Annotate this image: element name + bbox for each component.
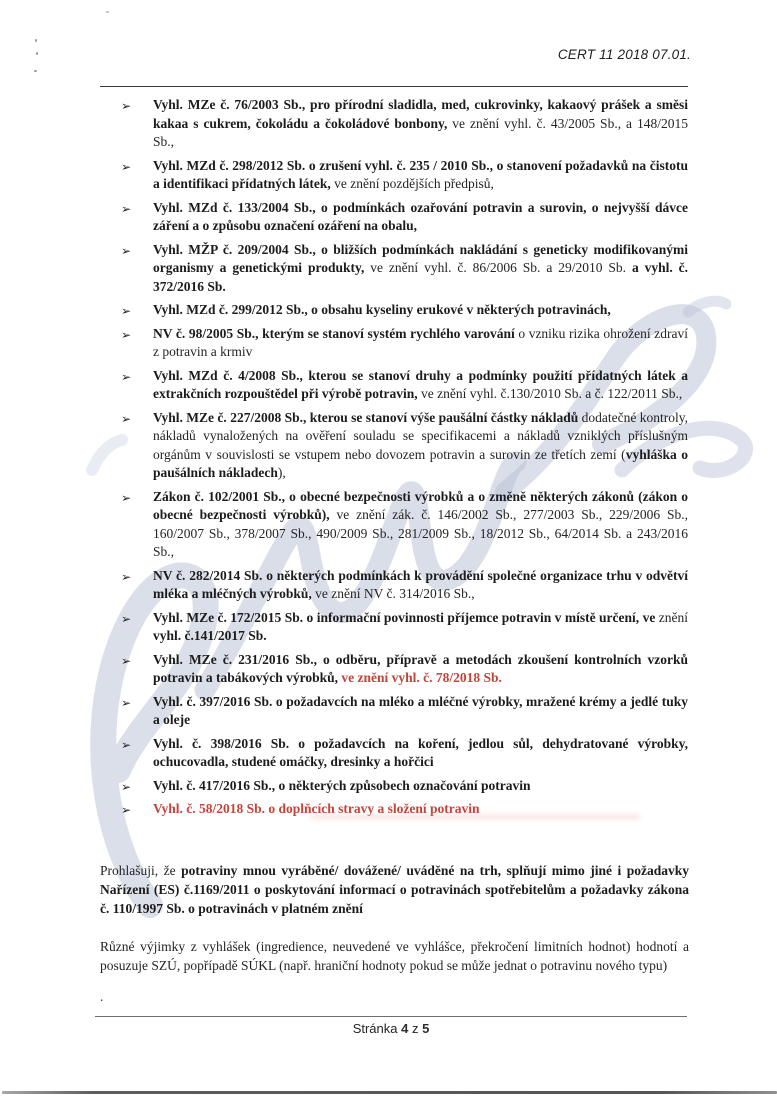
list-item — [120, 409, 688, 483]
list-item — [120, 325, 688, 362]
text-segment: ve znění vyhl. č. 78/2018 Sb. — [338, 670, 502, 685]
list-item — [120, 96, 688, 152]
text-segment: Vyhl. MZd č. 4/2008 Sb., kterou se stanoví druhy a podmínky použití přídatných látek a extrakčních rozpouštědel při výrobě potravin, — [153, 367, 688, 401]
text-segment: vyhláška o paušálních nákladech — [153, 446, 688, 480]
list-item-text — [153, 652, 688, 686]
text-segment: vyhl. č.141/2017 Sb. — [153, 628, 267, 643]
arrow-bullet-icon: ➢ — [121, 411, 132, 426]
text-segment: Prohlašuji, že — [100, 863, 182, 878]
list-item-text — [153, 778, 531, 793]
text-segment: ), — [277, 465, 286, 480]
arrow-bullet-icon: ➢ — [121, 201, 132, 216]
stray-period: . — [100, 989, 104, 1004]
text-segment: dodatečné kontroly, nákladů vynaložených na ověření souladu se specifikacemi a nákladů vzniklých příslušným orgánům v souvislosti se vstupem nebo dovozem potravin a surovin ze třetích zemí ( — [153, 409, 688, 462]
text-segment: Vyhl. MZe č. 172/2015 Sb. o informační povinnosti příjemce potravin v místě určení, ve — [153, 609, 656, 625]
text-segment: Vyhl. MZd č. 299/2012 Sb., o obsahu kyseliny erukové v některých potravinách, — [153, 302, 611, 317]
arrow-bullet-icon: ➢ — [121, 737, 132, 752]
text-segment: Různé výjimky z vyhlášek (ingredience, neuvedené ve vyhlášce, překročení limitních hodnot) hodnotí a posuzuje SZÚ, popřípadě SÚKL (např. hraniční hodnoty pokud se může jednat o potravinu nového typu) — [100, 939, 689, 973]
text-segment: Vyhl. MŽP č. 209/2004 Sb., o bližších podmínkách nakládání s geneticky modifikovanými organismy a genetickými produkty, — [153, 241, 688, 275]
text-segment: Vyhl. MZd č. 298/2012 Sb. o zrušení vyhl. č. 235 / 2010 Sb., o stanovení požadavků na čistotu a identifikaci přídatných látek, — [153, 157, 688, 191]
list-item — [120, 157, 688, 194]
list-item — [120, 367, 688, 404]
text-segment: ve znění vyhl. č.130/2010 Sb. a č. 122/2011 Sb., — [417, 386, 683, 401]
text-segment: 5 — [422, 1021, 430, 1036]
list-item-text — [153, 326, 688, 360]
list-item-text — [153, 368, 688, 402]
list-item-text — [153, 302, 611, 317]
list-item — [120, 199, 688, 236]
list-item-text — [153, 200, 688, 234]
list-item — [120, 609, 688, 646]
text-segment: potraviny mnou vyráběné/ dovážené/ uváděné na trh, splňují mimo jiné i požadavky Nařízení (ES) č.1169/2011 o poskytování informací o potravinách spotřebitelům a požadavky zákona č. 110/1997 Sb. o potravinách v platném znění — [100, 863, 689, 916]
list-item-text — [153, 568, 688, 602]
regulation-list — [120, 96, 688, 824]
text-segment: Zákon č. 102/2001 Sb., o obecné bezpečnosti výrobků a o změně některých zákonů (zákon o obecné bezpečnosti výrobků), — [153, 488, 688, 522]
text-segment: Vyhl. č. 397/2016 Sb. o požadavcích na mléko a mléčné výrobky, mražené krémy a jedlé tuky a oleje — [153, 693, 688, 727]
arrow-bullet-icon: ➢ — [121, 779, 132, 794]
scan-edge-bottom — [2, 1091, 777, 1094]
text-segment: 4 — [401, 1021, 409, 1036]
list-item-text — [153, 97, 688, 149]
text-segment: Vyhl. MZe č. 231/2016 Sb., o odběru, přípravě a metodách zkoušení kontrolních vzorků potravin a tabákových výrobků, — [153, 651, 688, 685]
text-segment: ve znění vyhl. č. 43/2005 Sb., a 148/2015 Sb., — [153, 115, 688, 149]
text-segment: ve znění zák. č. 146/2002 Sb., 277/2003 Sb., 229/2006 Sb., 160/2007 Sb., 378/2007 Sb., 490/2009 Sb., 281/2009 Sb., 18/2012 Sb., 64/2014 Sb. a 243/2016 Sb., — [153, 507, 688, 559]
arrow-bullet-icon: ➢ — [121, 611, 132, 626]
arrow-bullet-icon: ➢ — [121, 803, 132, 817]
text-segment: Vyhl. č. 417/2016 Sb., o některých způsobech označování potravin — [153, 777, 531, 793]
list-item-text — [153, 610, 688, 644]
ink-bleed-smear — [310, 814, 640, 820]
list-item — [120, 567, 688, 604]
arrow-bullet-icon: ➢ — [121, 569, 132, 584]
text-segment: a vyhl. č. 372/2016 Sb. — [153, 260, 689, 294]
list-item — [120, 651, 688, 688]
header-rule — [100, 86, 688, 87]
text-segment: Stránka — [352, 1021, 402, 1036]
text-segment: NV č. 282/2014 Sb. o některých podmínkách k provádění společné organizace trhu v odvětví mléka a mléčných výrobků, — [153, 567, 688, 601]
document-header-code: CERT 11 2018 07.01. — [557, 47, 691, 62]
list-item-text — [153, 410, 688, 481]
text-segment: Vyhl. č. 398/2016 Sb. o požadavcích na koření, jedlou sůl, dehydratované výrobky, ochucovadla, studené omáčky, dresinky a hořčici — [153, 735, 688, 769]
text-segment: NV č. 98/2005 Sb., kterým se stanoví systém rychlého varování — [153, 325, 515, 341]
declaration-paragraphs — [100, 861, 689, 994]
arrow-bullet-icon: ➢ — [121, 490, 132, 505]
list-item — [120, 488, 688, 562]
text-segment: znění — [655, 609, 688, 625]
list-item — [120, 735, 688, 772]
arrow-bullet-icon: ➢ — [121, 99, 132, 113]
list-item-text — [153, 694, 688, 728]
arrow-bullet-icon: ➢ — [121, 695, 132, 710]
text-segment: ve znění vyhl. č. 86/2006 Sb. a 29/2010 Sb. — [364, 260, 632, 275]
list-item — [120, 301, 688, 320]
arrow-bullet-icon: ➢ — [121, 327, 132, 342]
text-segment: Vyhl. MZd č. 133/2004 Sb., o podmínkách ozařování potravin a surovin, o nejvyšší dávce záření a o způsobu označení ozáření na obalu, — [153, 199, 688, 233]
declaration-paragraph — [100, 861, 689, 918]
list-item — [120, 693, 688, 730]
list-item-text — [153, 489, 688, 560]
arrow-bullet-icon: ➢ — [121, 243, 132, 258]
list-item-text — [153, 242, 688, 294]
list-item — [120, 241, 688, 297]
text-segment: Vyhl. č. 58/2018 Sb. o doplňcích stravy a složení potravin — [153, 801, 480, 816]
arrow-bullet-icon: ➢ — [121, 159, 132, 174]
text-segment: ve znění NV č. 314/2016 Sb., — [311, 586, 475, 601]
text-segment: ve znění pozdějších předpisů, — [330, 176, 494, 191]
list-item-text — [153, 158, 688, 192]
list-item-text — [153, 736, 688, 770]
text-segment: z — [408, 1021, 423, 1036]
arrow-bullet-icon: ➢ — [121, 369, 132, 384]
footer-rule — [95, 1016, 687, 1017]
page-number-footer — [95, 1021, 687, 1036]
declaration-paragraph — [100, 937, 689, 975]
arrow-bullet-icon: ➢ — [121, 653, 132, 668]
text-segment: Vyhl. MZe č. 227/2008 Sb., kterou se stanoví výše paušální částky nákladů — [153, 409, 579, 425]
list-item — [120, 777, 688, 796]
text-segment: Vyhl. MZe č. 76/2003 Sb., pro přírodní sladidla, med, cukrovinky, kakaový prášek a směsi kakaa s cukrem, čokoládu a čokoládové bonbony, — [153, 97, 688, 131]
text-segment: o vzniku rizika ohrožení zdraví z potravin a krmiv — [153, 325, 688, 359]
arrow-bullet-icon: ➢ — [121, 304, 132, 318]
